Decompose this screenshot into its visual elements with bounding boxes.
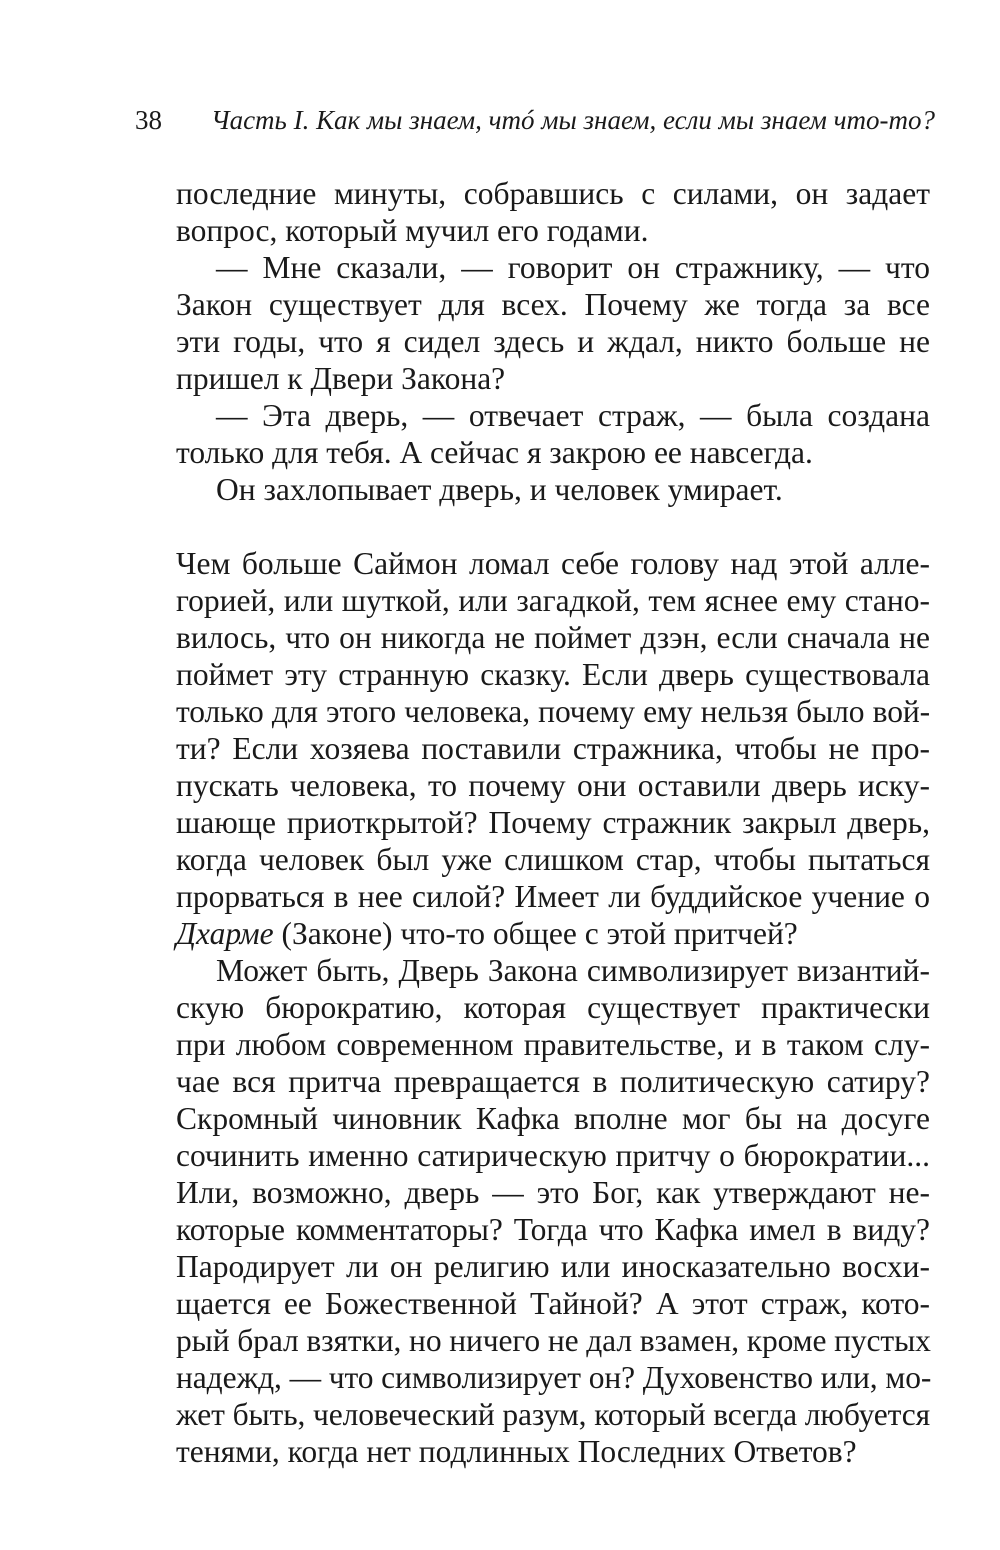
text-line: Скромный чиновник Кафка вполне мог бы на досуге — [176, 1101, 930, 1136]
text-line: шающе приоткрытой? Почему стражник закрыл дверь, — [176, 805, 930, 840]
text-line: сочинить именно сатирическую притчу о бюрократии... — [176, 1138, 930, 1173]
text-line: Чем больше Саймон ломал себе голову над этой алле- — [176, 546, 930, 581]
text-line: жет быть, человеческий разум, который всегда любуется — [176, 1397, 931, 1432]
page-number: 38 — [135, 105, 162, 135]
text-line: скую бюрократию, которая существует практически — [176, 990, 930, 1025]
emphasized-term: Дхарме — [176, 916, 274, 951]
text-line: горией, или шуткой, или загадкой, тем яснее ему стано- — [176, 583, 930, 618]
text-line: Пародирует ли он религию или иносказательно восхи- — [176, 1249, 930, 1284]
text-line: последние минуты, собравшись с силами, он задает — [176, 176, 930, 211]
text-line: чае вся притча превращается в политическую сатиру? — [176, 1064, 930, 1099]
text-line: щается ее Божественной Тайной? А этот страж, кото- — [176, 1286, 930, 1321]
text-line: ти? Если хозяева поставили стражника, чтобы не про- — [176, 731, 930, 766]
text-line: поймет эту странную сказку. Если дверь существовала — [176, 657, 930, 692]
text-line: при любом современном правительстве, и в таком слу- — [176, 1027, 930, 1062]
running-title: Часть I. Как мы знаем, чтó мы знаем, если мы знаем что-то? — [210, 105, 935, 135]
text-line: рый брал взятки, но ничего не дал взамен, кроме пустых — [176, 1323, 931, 1358]
text-line: Закон существует для всех. Почему же тогда за все — [176, 287, 930, 322]
text-line: — Эта дверь, — отвечает страж, — была создана — [216, 398, 930, 433]
text-line: вилось, что он никогда не поймет дзэн, если сначала не — [176, 620, 930, 655]
text-line — [176, 916, 930, 952]
text-line: надежд, — что символизирует он? Духовенство или, мо- — [176, 1360, 932, 1395]
text-line: пришел к Двери Закона? — [176, 361, 506, 396]
text-line: прорваться в нее силой? Имеет ли буддийское учение о — [176, 879, 930, 914]
text-line: — Мне сказали, — говорит он стражнику, — что — [216, 250, 930, 285]
text-line: которые комментаторы? Тогда что Кафка имел в виду? — [176, 1212, 930, 1247]
text-line: тенями, когда нет подлинных Последних Ответов? — [176, 1434, 857, 1469]
text-line-rest: (Законе) что-то общее с этой притчей? — [273, 916, 798, 951]
text-line: пускать человека, то почему они оставили дверь иску- — [176, 768, 930, 803]
text-line: Он захлопывает дверь, и человек умирает. — [216, 472, 783, 507]
text-line: когда человек был уже слишком стар, чтобы пытаться — [176, 842, 930, 877]
text-line: только для тебя. А сейчас я закрою ее навсегда. — [176, 435, 813, 470]
text-line: вопрос, который мучил его годами. — [176, 213, 649, 248]
text-line: Может быть, Дверь Закона символизирует византий- — [216, 953, 930, 988]
text-line: Или, возможно, дверь — это Бог, как утверждают не- — [176, 1175, 930, 1210]
text-line: эти годы, что я сидел здесь и ждал, никто больше не — [176, 324, 930, 359]
running-head — [135, 100, 935, 140]
text-line: только для этого человека, почему ему нельзя было вой- — [176, 694, 930, 729]
